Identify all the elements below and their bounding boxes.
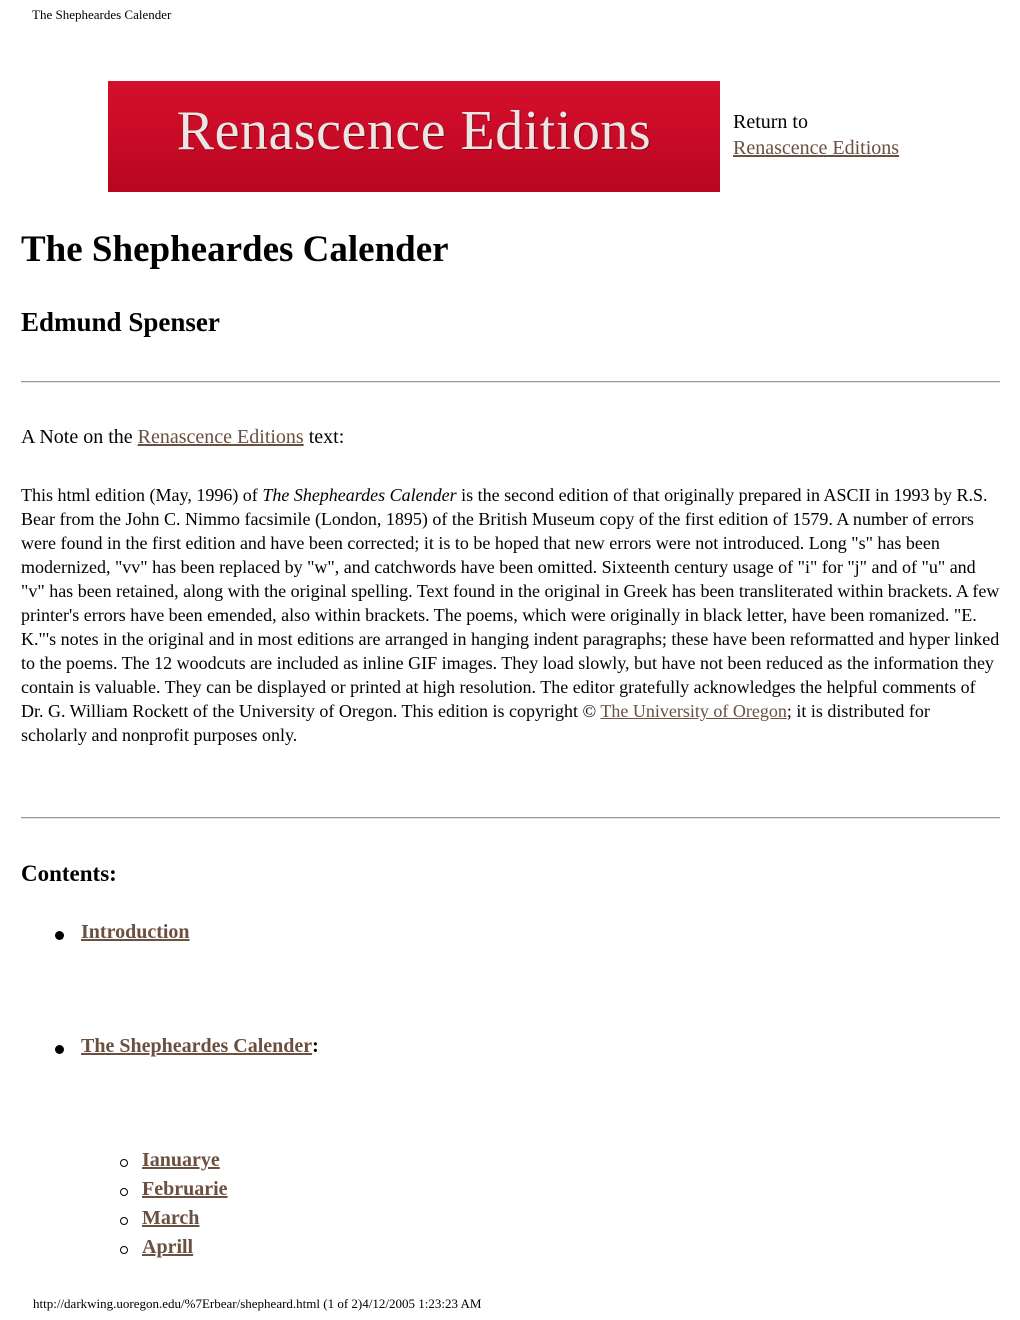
- divider-top: [21, 381, 1000, 383]
- print-header: The Shepheardes Calender: [32, 7, 172, 22]
- ianuarye-link[interactable]: Ianuarye: [142, 1149, 220, 1171]
- note-body-part3: ; it is distributed for scholarly and nonprofit purposes only.: [21, 701, 930, 745]
- note-renascence-link[interactable]: Renascence Editions: [137, 426, 304, 448]
- print-footer-url: http://darkwing.uoregon.edu/%7Erbear/shepheard.html (1 of 2)4/12/2005 1:23:23 AM: [33, 1296, 482, 1311]
- bullet-icon: [55, 931, 64, 940]
- item-suffix: :: [312, 1035, 319, 1057]
- contents-heading: Contents:: [21, 861, 117, 886]
- circle-bullet-icon: [120, 1246, 128, 1254]
- month-item-march: [120, 1205, 199, 1231]
- contents-item-calender: [55, 1033, 319, 1059]
- author-name: Edmund Spenser: [21, 307, 220, 337]
- note-suffix: text:: [303, 426, 345, 448]
- februarie-link[interactable]: Februarie: [142, 1178, 228, 1200]
- university-of-oregon-link[interactable]: The University of Oregon: [600, 701, 787, 721]
- contents-item-introduction: [55, 919, 190, 945]
- circle-bullet-icon: [120, 1188, 128, 1196]
- circle-bullet-icon: [120, 1159, 128, 1167]
- aprill-link[interactable]: Aprill: [142, 1236, 194, 1258]
- page-title: The Shepheardes Calender: [21, 229, 449, 270]
- introduction-link[interactable]: Introduction: [81, 921, 190, 943]
- note-paragraph: [21, 483, 1000, 747]
- circle-bullet-icon: [120, 1217, 128, 1225]
- note-body-part2: is the second edition of that originally prepared in ASCII in 1993 by R.S. Bear from the John C. Nimmo facsimile (London, 1895) of the British Museum copy of the first edition of 1579. A number of errors were found in the first edition and have been corrected; it is to be hoped that new errors were not introduced. Long "s" has been modernized, "vv" has been replaced by "w", and catchwords have been omitted. Sixteenth century usage of "i" for "j" and of "u" and "v" has been retained, along with the original spelling. Text found in the original in Greek has been transliterated within brackets. A few printer's errors have been emended, also within brackets. The poems, which were originally in black letter, have been romanized. "E. K."'s notes in the original and in most editions are arranged in hanging indent paragraphs; these have been reformatted and hyper linked to the poems. The 12 woodcuts are included as inline GIF images. They load slowly, but have not been reduced as the information they contain is valuable. They can be displayed or printed at high resolution. The editor gratefully acknowledges the helpful comments of Dr. G. William Rockett of the University of Oregon. This edition is copyright ©: [21, 485, 1000, 721]
- note-body-part1: This html edition (May, 1996) of: [21, 485, 263, 505]
- month-item-februarie: [120, 1176, 228, 1202]
- divider-bottom: [21, 817, 1000, 819]
- note-heading: [21, 424, 344, 450]
- return-prefix: Return to: [733, 111, 808, 133]
- return-link-block: [733, 109, 899, 161]
- note-body-italic-title: The Shepheardes Calender: [262, 485, 457, 505]
- month-item-ianuarye: [120, 1147, 220, 1173]
- bullet-icon: [55, 1045, 64, 1054]
- renascence-editions-logo: [108, 81, 720, 192]
- return-renascence-link[interactable]: Renascence Editions: [733, 137, 900, 159]
- march-link[interactable]: March: [142, 1207, 200, 1229]
- shepheardes-calender-link[interactable]: The Shepheardes Calender: [81, 1035, 313, 1057]
- note-prefix: A Note on the: [21, 426, 138, 448]
- logo-text: Renascence Editions: [176, 99, 652, 162]
- month-item-aprill: [120, 1234, 193, 1260]
